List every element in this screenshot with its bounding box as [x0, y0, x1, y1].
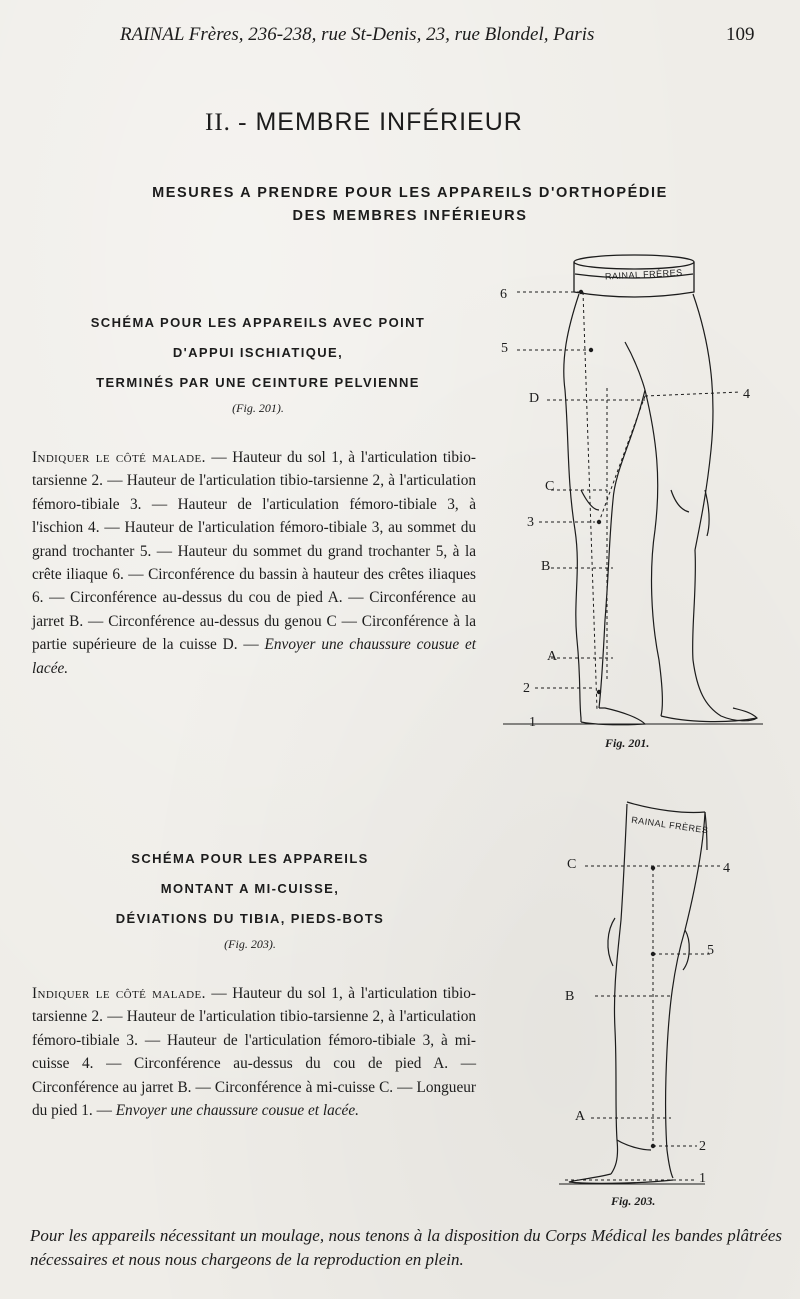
section1-heading-line3: TERMINÉS PAR UNE CEINTURE PELVIENNE [96, 375, 420, 390]
figure-203-caption: Fig. 203. [611, 1194, 656, 1208]
figure-201-band-text: RAINAL FRÈRES [604, 267, 683, 282]
figure-201-drawing [495, 240, 795, 760]
figure-201 [495, 240, 795, 760]
page-number: 109 [726, 24, 755, 45]
main-heading [60, 182, 760, 228]
label-203-B: B [565, 989, 575, 1004]
label-4: 4 [743, 387, 750, 402]
part-title-text: MEMBRE INFÉRIEUR [255, 108, 523, 136]
legs-outline [564, 294, 757, 725]
label-B: B [541, 559, 551, 574]
footer-note: Pour les appareils nécessitant un moulage, nous tenons à la disposition du Corps Médical les bandes plâtrées nécessaires et nous nous chargeons de la reproduction en plein. [30, 1226, 782, 1269]
figure-203-drawing [555, 790, 785, 1210]
main-heading-line1: MESURES A PRENDRE POUR LES APPAREILS D'ORTHOPÉDIE [152, 185, 668, 201]
figure-203 [555, 790, 785, 1220]
part-title [205, 108, 605, 137]
section2-closing: Envoyer une chaussure cousue et lacée. [115, 1102, 359, 1120]
section1-body [32, 446, 476, 680]
section2-heading-line1: SCHÉMA POUR LES APPAREILS [131, 851, 369, 866]
reference-lines-203 [565, 866, 723, 1180]
section2-body [32, 982, 476, 1122]
label-A: A [547, 649, 558, 664]
label-203-A: A [575, 1109, 586, 1124]
part-numeral: II. - [205, 109, 248, 136]
reference-lines [517, 292, 740, 710]
section1-fig-ref: (Fig. 201). [232, 401, 284, 415]
running-head: RAINAL Frères, 236-238, rue St-Denis, 23, rue Blondel, Paris [120, 24, 595, 45]
section2-fig-ref: (Fig. 203). [224, 937, 276, 951]
leg-outline [569, 804, 705, 1183]
label-1: 1 [529, 715, 536, 730]
label-5: 5 [501, 341, 508, 356]
label-203-5: 5 [707, 943, 714, 958]
label-3: 3 [527, 515, 534, 530]
section1-heading [28, 308, 488, 418]
section1-heading-line1: SCHÉMA POUR LES APPAREILS AVEC POINT [90, 315, 426, 330]
label-203-1: 1 [699, 1171, 706, 1186]
section1-closing: Envoyer une chaussure cousue et lacée. [32, 636, 476, 677]
section2-heading-line3: DÉVIATIONS DU TIBIA, PIEDS-BOTS [115, 911, 385, 926]
label-2: 2 [523, 681, 530, 696]
label-203-4: 4 [723, 861, 730, 876]
main-heading-line2: DES MEMBRES INFÉRIEURS [292, 208, 528, 224]
label-203-2: 2 [699, 1139, 706, 1154]
section2-body-text: — Hauteur du sol 1, à l'articulation tibio-tarsienne 2. — Hauteur de l'articulation tibio-tarsienne 2, à l'articulation fémoro-tibiale 3. — Hauteur de l'articulation fémoro-tibiale 3, à mi-cuisse 4. — Circonférence au-dessus du cou de pied A. — Circonférence au jarret B. — Circonférence à mi-cuisse C. — Longueur du pied 1. — [32, 985, 476, 1120]
section1-heading-line2: D'APPUI ISCHIATIQUE, [172, 345, 344, 360]
label-203-C: C [567, 857, 577, 872]
label-D: D [529, 391, 540, 406]
figure-201-caption: Fig. 201. [605, 736, 650, 750]
figure-203-band-text: RAINAL FRÈRES [630, 814, 710, 836]
section2-heading-line2: MONTANT A MI-CUISSE, [160, 881, 340, 896]
label-C: C [545, 479, 555, 494]
section2-lead: Indiquer le côté malade. [32, 985, 206, 1002]
label-6: 6 [500, 287, 507, 302]
section1-lead: Indiquer le côté malade. [32, 449, 206, 466]
section1-body-text: — Hauteur du sol 1, à l'articulation tibio-tarsienne 2. — Hauteur de l'articulation tibio-tarsienne 2, à l'articulation fémoro-tibiale 3. — Hauteur de l'articulation fémoro-tibiale 3, à l'ischion 4. — Hauteur de l'articulation fémoro-tibiale 3, au sommet du grand trochanter 5. — Hauteur du sommet du grand trochanter 5, à la crête iliaque 6. — Circonférence du bassin à hauteur des crêtes iliaques 6. — Circonférence au-dessus du cou de pied A. — Circonférence au jarret B. — Circonférence au-dessus du genou C — Circonférence à la partie supérieure de la cuisse D. — [32, 449, 476, 654]
section2-heading [30, 844, 470, 954]
